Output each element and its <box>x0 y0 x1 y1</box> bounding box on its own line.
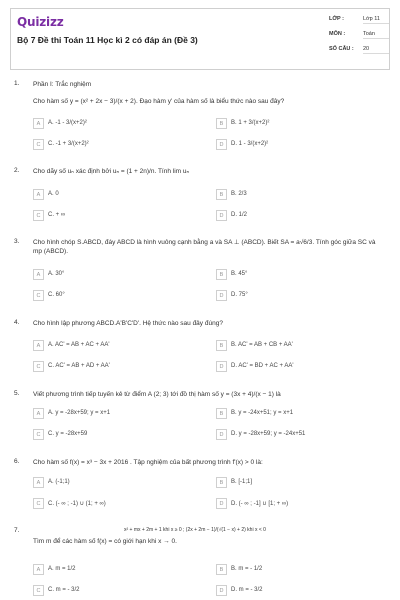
option-text: A. AC' = AB + AC + AA' <box>48 342 110 348</box>
option-text: B. 1 + 3/(x+2)² <box>231 120 270 126</box>
option-a[interactable] <box>33 269 193 281</box>
option-a[interactable] <box>33 477 193 489</box>
option-b[interactable] <box>216 189 376 201</box>
option-c[interactable] <box>33 498 193 510</box>
option-a[interactable] <box>33 340 193 352</box>
question-number: 7. <box>14 527 20 534</box>
class-value: Lớp 11 <box>363 16 389 24</box>
option-text: D. AC' = BD + AC + AA' <box>231 363 294 369</box>
option-text: C. + ∞ <box>48 212 66 218</box>
option-d[interactable] <box>216 498 376 510</box>
option-letter: C <box>33 290 44 301</box>
option-letter: A <box>33 118 44 129</box>
question-text: Cho hình lập phương ABCD.A'B'C'D'. Hệ thức nào sau đây đúng? <box>33 320 223 327</box>
option-letter: D <box>216 210 227 221</box>
option-a[interactable] <box>33 189 193 201</box>
option-letter: B <box>216 408 227 419</box>
option-text: C. (- ∞ ; -1) ∪ (1; + ∞) <box>48 501 106 507</box>
option-b[interactable] <box>216 408 376 420</box>
option-text: D. 1 - 3/(x+2)² <box>231 141 269 147</box>
question-number: 2. <box>14 167 20 174</box>
option-text: B. [-1;1] <box>231 479 253 485</box>
option-letter: A <box>33 340 44 351</box>
question-text: Cho hàm số f(x) = x³ − 3x + 2016 . Tập nghiệm của bất phương trình f'(x) > 0 là: <box>33 459 263 466</box>
option-text: C. 60° <box>48 292 65 298</box>
option-letter: A <box>33 477 44 488</box>
quizizz-logo: Quizizz <box>17 15 64 29</box>
option-letter: C <box>33 361 44 372</box>
option-letter: D <box>216 139 227 150</box>
section-heading: Phần I: Trắc nghiệm <box>33 81 92 88</box>
option-c[interactable] <box>33 361 193 373</box>
option-c[interactable] <box>33 139 193 151</box>
option-letter: A <box>33 269 44 280</box>
option-d[interactable] <box>216 210 376 222</box>
question-text: Cho hình chóp S.ABCD, đáy ABCD là hình vuông cạnh bằng a và SA ⊥ (ABCD). Biết SA = a√6/3. Tính góc giữa SC và mp (ABCD). <box>33 239 376 255</box>
option-letter: D <box>216 585 227 596</box>
option-letter: D <box>216 498 227 509</box>
option-text: A. 30° <box>48 271 65 277</box>
option-letter: B <box>216 564 227 575</box>
option-c[interactable] <box>33 290 193 302</box>
option-text: D. 1/2 <box>231 212 248 218</box>
subject-row <box>329 31 389 39</box>
option-a[interactable] <box>33 118 193 130</box>
option-letter: C <box>33 498 44 509</box>
option-text: D. m = - 3/2 <box>231 587 263 593</box>
option-letter: C <box>33 139 44 150</box>
option-text: A. y = -28x+59; y = x+1 <box>48 410 111 416</box>
option-b[interactable] <box>216 477 376 489</box>
option-letter: B <box>216 477 227 488</box>
option-text: C. AC' = AB + AD + AA' <box>48 363 110 369</box>
option-text: B. y = -24x+51; y = x+1 <box>231 410 294 416</box>
question-text: Cho dãy số uₙ xác định bởi uₙ = (1 + 2n)/n. Tính lim uₙ <box>33 168 190 175</box>
option-text: C. m = - 3/2 <box>48 587 80 593</box>
option-text: B. AC' = AB + CB + AA' <box>231 342 293 348</box>
option-letter: C <box>33 585 44 596</box>
document-title: Bộ 7 Đề thi Toán 11 Học kì 2 có đáp án (Đề 3) <box>17 35 198 45</box>
option-text: B. 2/3 <box>231 191 247 197</box>
option-c[interactable] <box>33 210 193 222</box>
option-d[interactable] <box>216 290 376 302</box>
option-d[interactable] <box>216 429 376 441</box>
question-number: 5. <box>14 390 20 397</box>
option-text: D. y = -28x+59; y = -24x+51 <box>231 431 306 437</box>
class-label: LỚP : <box>329 16 344 22</box>
option-letter: B <box>216 118 227 129</box>
class-row <box>329 16 389 24</box>
option-d[interactable] <box>216 361 376 373</box>
question-count-row <box>329 46 389 54</box>
option-letter: D <box>216 361 227 372</box>
subject-label: MÔN : <box>329 31 346 37</box>
option-text: D. (- ∞ ; -1] ∪ [1; + ∞) <box>231 501 289 507</box>
question-count-label: SỐ CÂU : <box>329 46 354 52</box>
option-letter: C <box>33 429 44 440</box>
option-letter: B <box>216 269 227 280</box>
option-text: A. 0 <box>48 191 59 197</box>
piecewise-function: x² + mx + 2m + 1 khi x ≥ 0 ; (2x + 2m − 1)/(√(1 − x) + 2) khi x < 0 <box>124 527 266 533</box>
question-text: Cho hàm số y = (x² + 2x − 3)/(x + 2). Đạo hàm y' của hàm số là biểu thức nào sau đây? <box>33 98 285 105</box>
question-text: Tìm m để các hàm số f(x) = có giới hạn khi x → 0. <box>33 538 177 545</box>
question-number: 1. <box>14 80 20 87</box>
option-letter: A <box>33 189 44 200</box>
option-b[interactable] <box>216 269 376 281</box>
question-text: Viết phương trình tiếp tuyến kẻ từ điểm A (2; 3) tới đồ thị hàm số y = (3x + 4)/(x − 1) là <box>33 391 281 398</box>
option-letter: A <box>33 564 44 575</box>
document-header <box>10 8 390 70</box>
option-letter: B <box>216 189 227 200</box>
option-b[interactable] <box>216 564 376 576</box>
option-letter: B <box>216 340 227 351</box>
option-letter: D <box>216 429 227 440</box>
option-letter: D <box>216 290 227 301</box>
option-c[interactable] <box>33 585 193 597</box>
option-a[interactable] <box>33 564 193 576</box>
option-text: B. m = - 1/2 <box>231 566 263 572</box>
question-number: 6. <box>14 458 20 465</box>
question-count-value: 20 <box>363 46 389 54</box>
option-b[interactable] <box>216 118 376 130</box>
option-text: C. y = -28x+59 <box>48 431 88 437</box>
option-d[interactable] <box>216 139 376 151</box>
option-d[interactable] <box>216 585 376 597</box>
subject-value: Toán <box>363 31 389 39</box>
option-b[interactable] <box>216 340 376 352</box>
option-text: A. (-1;1) <box>48 479 70 485</box>
option-text: A. m = 1/2 <box>48 566 76 572</box>
question-number: 4. <box>14 319 20 326</box>
option-letter: C <box>33 210 44 221</box>
option-text: C. -1 + 3/(x+2)² <box>48 141 89 147</box>
option-text: A. -1 - 3/(x+2)² <box>48 120 87 126</box>
option-text: D. 75° <box>231 292 248 298</box>
option-text: B. 45° <box>231 271 248 277</box>
question-number: 3. <box>14 238 20 245</box>
option-a[interactable] <box>33 408 193 420</box>
option-c[interactable] <box>33 429 193 441</box>
option-letter: A <box>33 408 44 419</box>
